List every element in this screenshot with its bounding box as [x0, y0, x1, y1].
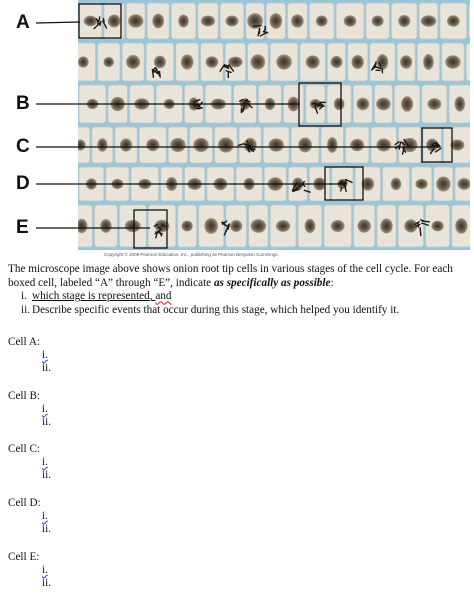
nucleus: [356, 98, 369, 110]
nucleus: [428, 98, 442, 110]
nucleus: [251, 54, 266, 69]
answer-line-i[interactable]: i.: [42, 456, 48, 468]
cell-label: Cell E:: [8, 551, 40, 563]
nucleus: [146, 139, 159, 152]
nucleus: [401, 96, 413, 112]
chromosome: [152, 70, 153, 77]
answer-line-ii[interactable]: ii.: [42, 416, 52, 428]
nucleus: [313, 177, 325, 190]
instruction-item-2: [8, 304, 468, 318]
nucleus: [211, 99, 226, 110]
answer-line-ii[interactable]: ii.: [42, 577, 52, 589]
item-text: which stage is represented: [32, 290, 150, 303]
cell-c-answer: [8, 443, 51, 482]
nucleus: [455, 218, 467, 234]
nucleus: [270, 13, 283, 29]
nucleus: [128, 14, 143, 28]
nucleus: [447, 15, 460, 26]
answer-line-ii[interactable]: ii.: [42, 362, 52, 374]
nucleus: [350, 139, 364, 151]
nucleus: [344, 15, 357, 26]
nucleus: [120, 138, 132, 151]
nucleus: [331, 56, 343, 68]
nucleus: [138, 179, 151, 189]
copyright-note: Copyright © 2008 Pearson Education, Inc., publishing as Pearson Benjamin Cummings.: [104, 252, 279, 257]
nucleus: [431, 221, 443, 232]
cell-label: Cell C:: [8, 443, 41, 455]
nucleus: [276, 54, 292, 69]
answer-line-i[interactable]: i.: [42, 510, 48, 522]
nucleus: [391, 178, 402, 190]
nucleus: [104, 57, 115, 67]
chromosome: [254, 26, 261, 27]
nucleus: [84, 16, 97, 27]
nucleus: [111, 97, 125, 111]
label-c: C: [16, 136, 30, 157]
instruction-list: [8, 290, 468, 317]
nucleus: [111, 179, 123, 189]
item-comma: ,: [149, 290, 156, 303]
label-b: B: [16, 93, 30, 114]
chromosome: [341, 188, 342, 191]
label-a: A: [16, 12, 30, 33]
nucleus: [423, 54, 434, 70]
nucleus: [134, 98, 149, 109]
cell-e-answer: [8, 551, 51, 590]
nucleus: [316, 15, 328, 26]
nucleus: [218, 137, 234, 152]
nucleus: [78, 56, 89, 67]
item-number: i.: [21, 290, 27, 303]
nucleus: [291, 14, 304, 27]
nucleus: [298, 138, 312, 153]
chromosome: [247, 145, 251, 146]
nucleus: [187, 178, 201, 190]
nucleus: [455, 96, 465, 111]
nucleus: [421, 15, 437, 26]
nucleus: [251, 219, 267, 233]
nucleus: [288, 97, 300, 112]
item-and: and: [155, 290, 172, 303]
nucleus: [398, 15, 410, 27]
nucleus: [358, 219, 371, 232]
nucleus: [415, 179, 427, 189]
nucleus: [181, 54, 194, 69]
nucleus: [445, 55, 460, 69]
nucleus: [230, 220, 242, 232]
nucleus: [268, 177, 283, 190]
nucleus: [178, 15, 188, 28]
onion-root-tip-micrograph: [78, 0, 470, 250]
nucleus: [331, 220, 345, 232]
nucleus: [265, 98, 275, 110]
nucleus: [400, 55, 412, 69]
label-e: E: [16, 217, 29, 238]
nucleus: [376, 98, 391, 111]
nucleus: [214, 178, 228, 190]
nucleus: [334, 98, 345, 110]
nucleus: [244, 178, 255, 190]
nucleus: [226, 15, 239, 26]
nucleus: [306, 55, 320, 68]
answer-line-i[interactable]: i.: [42, 403, 48, 415]
nucleus: [276, 220, 290, 232]
nucleus: [204, 218, 218, 234]
nucleus: [268, 138, 283, 151]
nucleus: [154, 56, 166, 69]
nucleus: [201, 16, 215, 27]
nucleus: [305, 219, 316, 233]
answer-line-i[interactable]: i.: [42, 349, 48, 361]
nucleus: [372, 16, 384, 27]
nucleus: [97, 138, 107, 152]
instruction-item-1: [8, 290, 468, 304]
nucleus: [206, 56, 219, 68]
nucleus: [376, 138, 391, 151]
cell: [466, 43, 470, 81]
cell-label: Cell D:: [8, 497, 41, 509]
item-number: ii.: [21, 303, 31, 316]
nucleus: [108, 14, 121, 27]
nucleus: [100, 219, 111, 233]
cell: [469, 3, 470, 39]
nucleus: [125, 220, 141, 232]
nucleus: [164, 99, 175, 109]
nucleus: [327, 137, 337, 153]
instructions-paragraph: [8, 263, 468, 290]
instr-emphasis: as specifically as possible: [213, 276, 331, 289]
instructions: [8, 263, 468, 317]
answer-line-i[interactable]: i.: [42, 564, 48, 576]
micrograph-figure: [0, 0, 474, 262]
nucleus: [87, 99, 99, 109]
instr-colon: :: [330, 276, 334, 289]
nucleus: [152, 14, 164, 29]
cell-d-answer: [8, 497, 51, 536]
nucleus: [86, 178, 97, 189]
nucleus: [352, 55, 364, 69]
label-d: D: [16, 173, 30, 194]
nucleus: [181, 221, 192, 232]
chromosome: [312, 103, 316, 104]
nucleus: [436, 176, 450, 191]
nucleus: [193, 138, 208, 152]
chromosome: [420, 228, 421, 236]
answer-line-ii[interactable]: ii.: [42, 523, 52, 535]
cell-label: Cell A:: [8, 336, 41, 348]
instr-text: The microscope image above shows onion root tip cells in various stages of the cell cycle. For each boxed cell, labeled “A” through “E”, indicate: [8, 263, 453, 289]
cell-label: Cell B:: [8, 390, 41, 402]
cell-b-answer: [8, 390, 51, 429]
chromosome: [100, 21, 101, 25]
nucleus: [380, 219, 392, 234]
cell-a-answer: [8, 336, 51, 375]
nucleus: [166, 177, 177, 191]
nucleus: [170, 138, 185, 152]
chromosome: [418, 223, 419, 227]
answer-line-ii[interactable]: ii.: [42, 469, 52, 481]
item-text: Describe specific events that occur during this stage, which helped you identify it.: [32, 303, 400, 316]
nucleus: [126, 55, 140, 69]
